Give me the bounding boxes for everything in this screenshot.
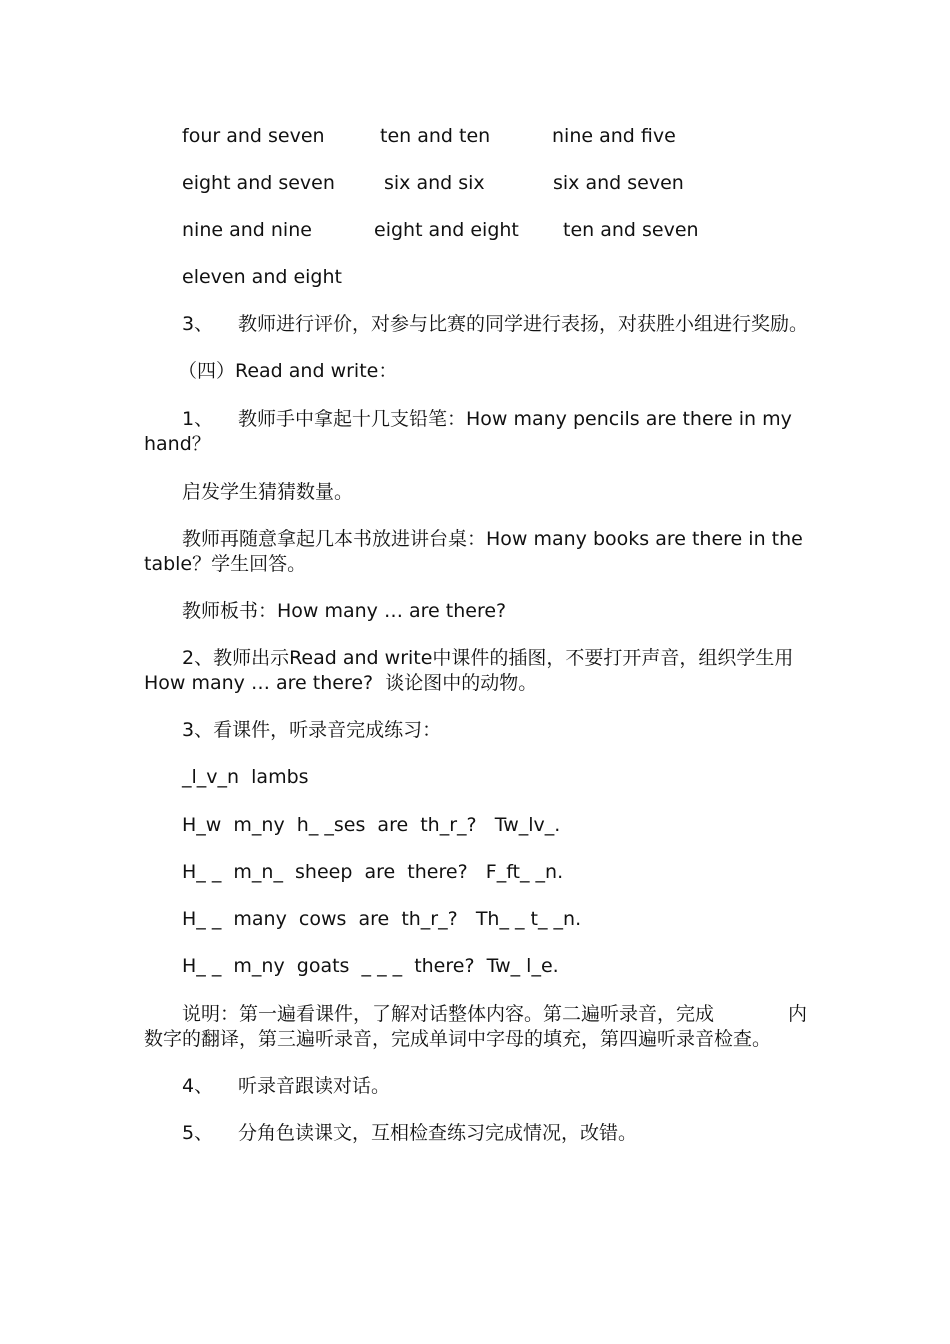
word-grid-cell: nine and nine (182, 219, 312, 241)
para-1-line-2: hand？ (144, 433, 211, 455)
word-grid-cell: eight and eight (374, 219, 519, 241)
exercise-line: H_ _ many cows are th_r_? Th_ _ t_ _n. (182, 908, 582, 930)
exercise-line: H_ _ m_n_ sheep are there? F_ft_ _n. (182, 861, 564, 883)
word-grid-cell: nine and five (552, 125, 676, 147)
step-4-text: 听录音跟读对话。 (238, 1075, 391, 1097)
para-6: 3、看课件，听录音完成练习： (182, 719, 442, 741)
word-grid-cell: six and seven (553, 172, 684, 194)
para-2: 启发学生猜猜数量。 (182, 481, 354, 503)
note-line-2: 数字的翻译，第三遍听录音，完成单词中字母的填充，第四遍听录音检查。 (144, 1028, 772, 1050)
step-3-number: 3、 (182, 313, 214, 335)
word-grid-cell: four and seven (182, 125, 325, 147)
step-3-text: 教师进行评价，对参与比赛的同学进行表扬，对获胜小组进行奖励。 (238, 313, 809, 335)
note-line-1-end: 内 (788, 1003, 808, 1025)
word-grid-cell: ten and seven (563, 219, 699, 241)
para-3-line-2: table？学生回答。 (144, 553, 307, 575)
word-grid-cell: ten and ten (380, 125, 491, 147)
para-3-line-1: 教师再随意拿起几本书放进讲台桌：How many books are there in the (182, 528, 803, 550)
section-4-heading: （四）Read and write： (178, 360, 398, 382)
note-line-1: 说明：第一遍看课件，了解对话整体内容。第二遍听录音，完成 (182, 1003, 715, 1025)
step-4-number: 4、 (182, 1075, 214, 1097)
para-5-line-1: 2、教师出示Read and write中课件的插图，不要打开声音，组织学生用 (182, 647, 794, 669)
word-grid-cell: eight and seven (182, 172, 335, 194)
para-1-number: 1、 (182, 408, 214, 430)
exercise-line: _l_v_n lambs (182, 766, 309, 788)
para-1-line-1: 教师手中拿起十几支铅笔：How many pencils are there in my (238, 408, 792, 430)
step-5-number: 5、 (182, 1122, 214, 1144)
step-5-text: 分角色读课文，互相检查练习完成情况，改错。 (238, 1122, 638, 1144)
exercise-line: H_w m_ny h_ _ses are th_r_? Tw_lv_. (182, 814, 561, 836)
exercise-line: H_ _ m_ny goats _ _ _ there? Tw_ l_e. (182, 955, 559, 977)
para-4: 教师板书：How many … are there? (182, 600, 507, 622)
word-grid-cell: eleven and eight (182, 266, 342, 288)
word-grid-cell: six and six (384, 172, 485, 194)
para-5-line-2: How many … are there? 谈论图中的动物。 (144, 672, 538, 694)
